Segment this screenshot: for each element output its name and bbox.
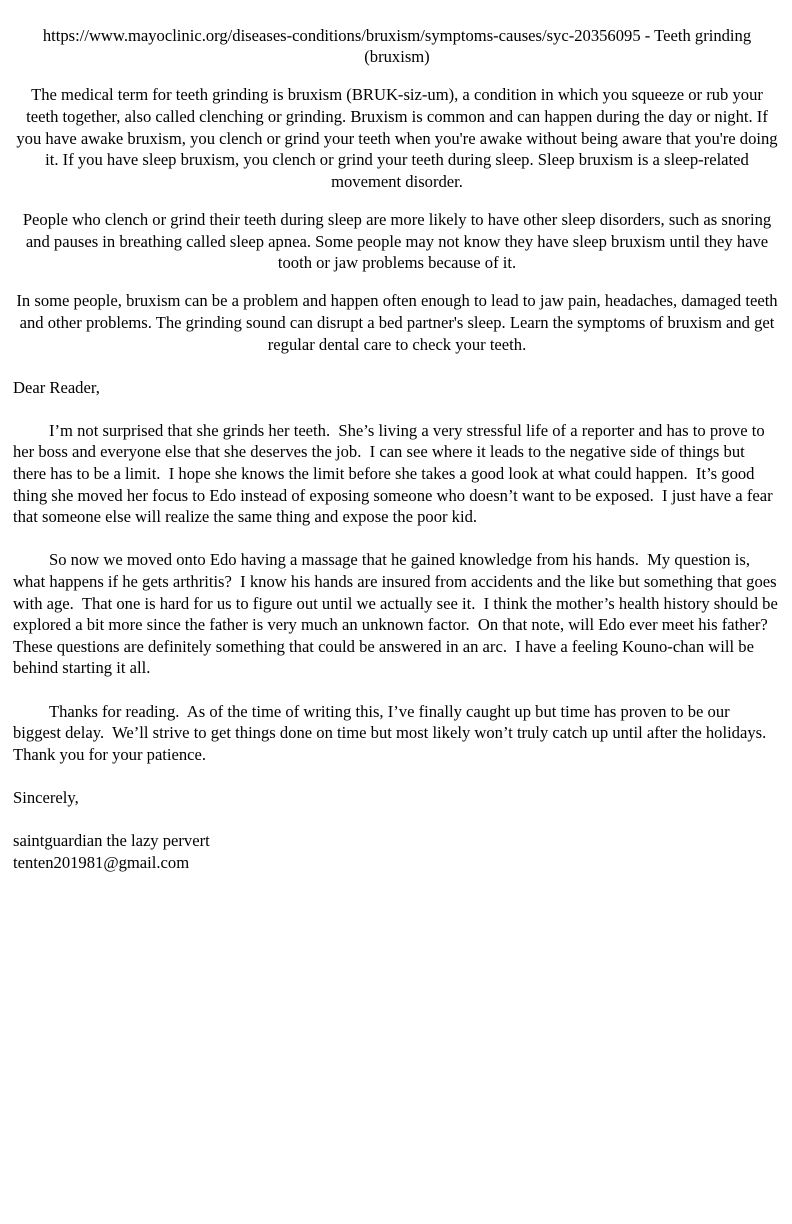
letter-paragraph: I’m not surprised that she grinds her teeth. She’s living a very stressful life of a reporter and has to prove to her boss and everyone else that she deserves the job. I can see where it leads to the negative side of things but there has to be a limit. I hope she knows the limit before she takes a good look at what could happen. It’s good thing she moved her focus to Edo instead of exposing someone who doesn’t want to be exposed. I just have a fear that someone else will realize the same thing and expose the poor kid. — [13, 420, 773, 527]
document-page — [13, 8, 781, 873]
email-address: tenten201981@gmail.com — [13, 852, 190, 872]
salutation: Dear Reader, — [13, 377, 100, 397]
source-note — [13, 25, 781, 356]
signature: saintguardian the lazy pervert — [13, 831, 210, 851]
letter-paragraph: So now we moved onto Edo having a massage that he gained knowledge from his hands. My question is, what happens if he gets arthritis? I know his hands are insured from accidents and the like but something that goes with age. That one is hard for us to figure out until we actually see it. I think the mother’s health history should be explored a bit more since the father is very much an unknown factor. On that note, will Edo ever meet his father? These questions are definitely something that could be answered in an arc. I have a feeling Kouno-chan will be behind starting it all. — [13, 550, 778, 678]
letter-paragraph: Thanks for reading. As of the time of writing this, I’ve finally caught up but time has proven to be our biggest delay. We’ll strive to get things done on time but most likely won’t truly catch up until after the holidays. Thank you for your patience. — [13, 701, 771, 764]
letter — [13, 377, 781, 874]
note-paragraph: People who clench or grind their teeth during sleep are more likely to have other sleep disorders, such as snoring and pauses in breathing called sleep apnea. Some people may not know they have sleep bruxism until they have tooth or jaw problems because of it. — [22, 209, 772, 273]
closing: Sincerely, — [13, 787, 79, 807]
note-paragraph: In some people, bruxism can be a problem and happen often enough to lead to jaw pain, headaches, damaged teeth and other problems. The grinding sound can disrupt a bed partner's sleep. Learn the symptoms of bruxism and get regular dental care to check your teeth. — [16, 291, 778, 354]
note-paragraph: The medical term for teeth grinding is bruxism (BRUK-siz-um), a condition in which you squeeze or rub your teeth together, also called clenching or grinding. Bruxism is common and can happen during the day or night. If you have awake bruxism, you clench or grind your teeth when you're awake without being aware that you're doing it. If you have sleep bruxism, you clench or grind your teeth during sleep. Sleep bruxism is a sleep-related movement disorder. — [16, 85, 778, 191]
source-reference: https://www.mayoclinic.org/diseases-conditions/bruxism/symptoms-causes/syc-20356095 - Teeth grinding (bruxism) — [42, 25, 752, 67]
